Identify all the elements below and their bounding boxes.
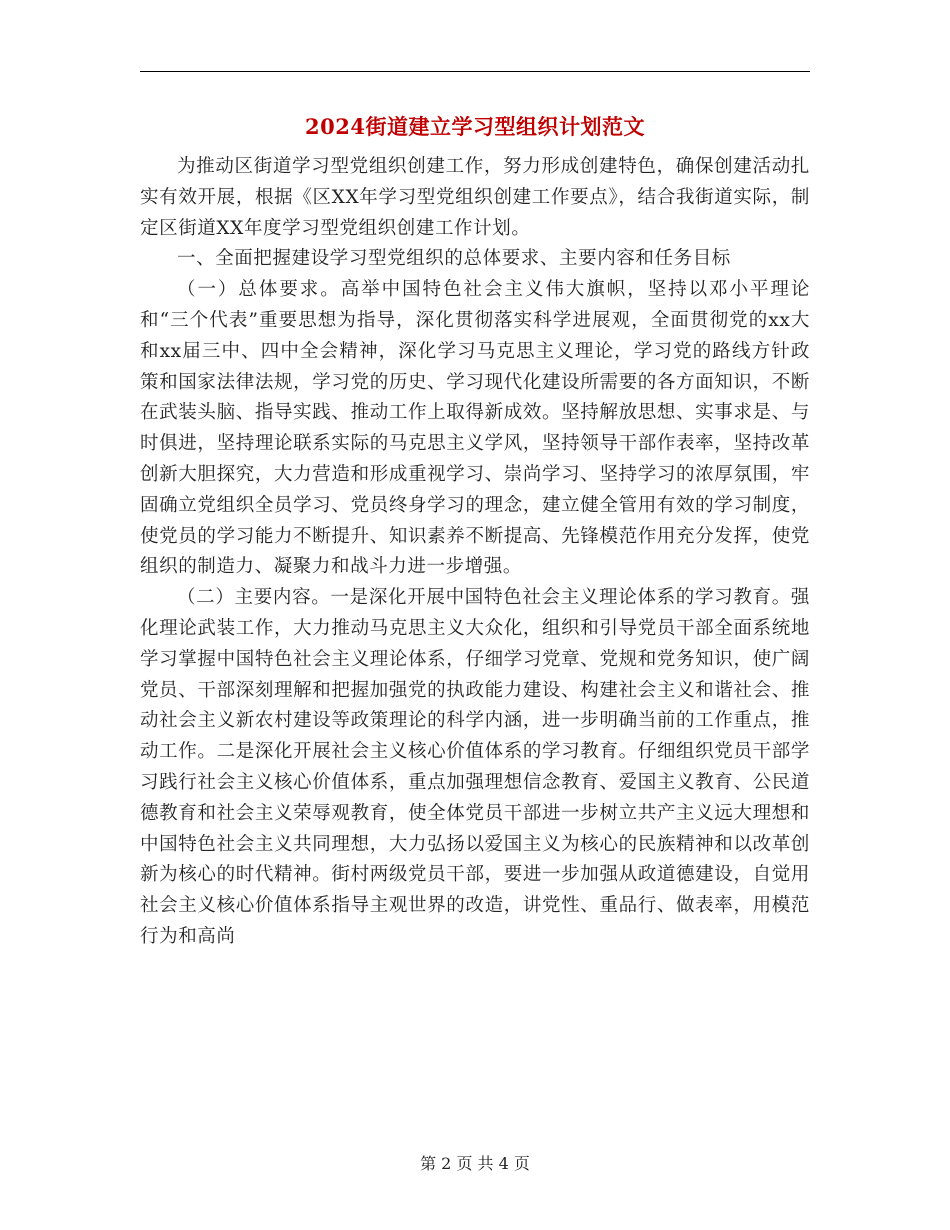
overall-requirements-paragraph: （一）总体要求。高举中国特色社会主义伟大旗帜，坚持以邓小平理论和“三个代表”重要思想为指导，深化贯彻落实科学进展观，全面贯彻党的xx大和xx届三中、四中全会精神，深化学习马克思主义理论，学习党的路线方针政策和国家法律法规，学习党的历史、学习现代化建设所需要的各方面知识，不断在武装头脑、指导实践、推动工作上取得新成效。坚持解放思想、实事求是、与时俱进，坚持理论联系实际的马克思主义学风，坚持领导干部作表率，坚持改革创新大胆探究，大力营造和形成重视学习、崇尚学习、坚持学习的浓厚氛围，牢固确立党组织全员学习、党员终身学习的理念，建立健全管用有效的学习制度，使党员的学习能力不断提升、知识素养不断提高、先锋模范作用充分发挥，使党组织的制造力、凝聚力和战斗力进一步增强。 [140, 279, 810, 578]
page-footer [0, 1152, 950, 1176]
header-rule [140, 71, 810, 72]
intro-paragraph: 为推动区街道学习型党组织创建工作，努力形成创建特色，确保创建活动扎实有效开展，根据《区XX年学习型党组织创建工作要点》，结合我街道实际，制定区街道XX年度学习型党组织创建工作计划。 [140, 156, 810, 239]
page-number: 第 2 页 共 4 页 [420, 1154, 530, 1173]
document-title: 2024街道建立学习型组织计划范文 [305, 114, 645, 139]
document-body [140, 152, 810, 953]
main-contents-paragraph: （二）主要内容。一是深化开展中国特色社会主义理论体系的学习教育。强化理论武装工作，大力推动马克思主义大众化，组织和引导党员干部全面系统地学习掌握中国特色社会主义理论体系，仔细学习党章、党规和党务知识，使广阔党员、干部深刻理解和把握加强党的执政能力建设、构建社会主义和谐社会、推动社会主义新农村建设等政策理论的科学内涵，进一步明确当前的工作重点，推动工作。二是深化开展社会主义核心价值体系的学习教育。仔细组织党员干部学习践行社会主义核心价值体系，重点加强理想信念教育、爱国主义教育、公民道德教育和社会主义荣辱观教育，使全体党员干部进一步树立共产主义远大理想和中国特色社会主义共同理想，大力弘扬以爱国主义为核心的民族精神和以改革创新为核心的时代精神。街村两级党员干部，要进一步加强从政道德建设，自觉用社会主义核心价值体系指导主观世界的改造，讲党性、重品行、做表率，用模范行为和高尚 [140, 587, 810, 947]
section-heading-1: 一、全面把握建设学习型党组织的总体要求、主要内容和任务目标 [177, 248, 731, 270]
